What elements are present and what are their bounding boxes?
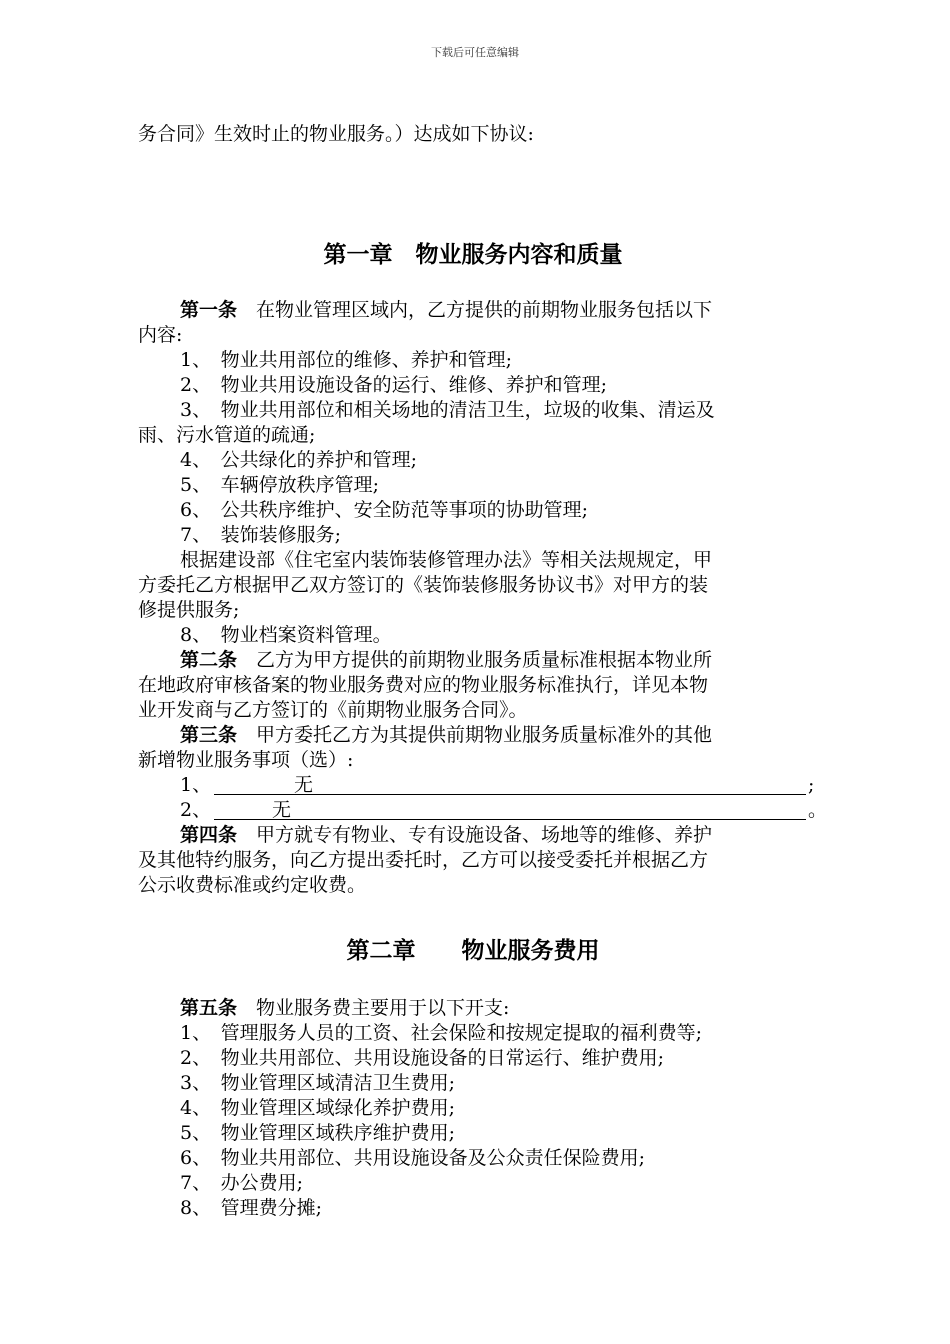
list-item: 1、 管理服务人员的工资、社会保险和按规定提取的福利费等;: [180, 1022, 702, 1044]
option-1-value: 无: [294, 774, 314, 796]
list-item: 4、 物业管理区域绿化养护费用;: [180, 1097, 455, 1119]
list-item: 5、 物业管理区域秩序维护费用;: [180, 1122, 455, 1144]
list-item: 2、 物业共用部位、共用设施设备的日常运行、维护费用;: [180, 1047, 664, 1069]
chapter-2-title: 第二章 物业服务费用: [346, 937, 600, 964]
list-item: 3、 物业管理区域清洁卫生费用;: [180, 1072, 455, 1094]
option-2-number: 2、: [180, 799, 212, 821]
list-item: 7、 装饰装修服务;: [180, 524, 341, 546]
article-1-label: 第一条: [180, 299, 238, 321]
list-item: 8、 管理费分摊;: [180, 1197, 322, 1219]
list-item: 7、 办公费用;: [180, 1172, 303, 1194]
list-item: 8、 物业档案资料管理。: [180, 624, 392, 646]
option-2-end: 。: [808, 799, 828, 821]
option-1-number: 1、: [180, 774, 212, 796]
article-3-label: 第三条: [180, 724, 238, 746]
article-4-label: 第四条: [180, 824, 238, 846]
list-item: 4、 公共绿化的养护和管理;: [180, 449, 417, 471]
option-1-end: ;: [808, 774, 815, 796]
article-5-label: 第五条: [180, 997, 238, 1019]
article-2-line-3: 业开发商与乙方签订的《前期物业服务合同》。: [138, 699, 528, 721]
list-item: 5、 车辆停放秩序管理;: [180, 474, 379, 496]
list-item: 2、 物业共用设施设备的运行、维修、养护和管理;: [180, 374, 607, 396]
article-1: [180, 298, 712, 322]
option-2-blank-line: [214, 799, 806, 820]
page-header: 下载后可任意编辑: [431, 46, 519, 59]
article-1-text: 在物业管理区域内，乙方提供的前期物业服务包括以下: [237, 299, 713, 321]
article-3-text: 甲方委托乙方为其提供前期物业服务质量标准外的其他: [237, 724, 713, 746]
list-item: 方委托乙方根据甲乙双方签订的《装饰装修服务协议书》对甲方的装: [138, 574, 709, 596]
chapter-1-title: 第一章 物业服务内容和质量: [323, 241, 623, 268]
option-2-value: 无: [272, 799, 292, 821]
article-3: [180, 723, 712, 747]
article-4-text: 甲方就专有物业、专有设施设备、场地等的维修、养护: [237, 824, 713, 846]
article-4-line-3: 公示收费标准或约定收费。: [138, 874, 367, 896]
list-item: 修提供服务;: [138, 599, 240, 621]
article-2-label: 第二条: [180, 649, 238, 671]
article-4-line-2: 及其他特约服务，向乙方提出委托时，乙方可以接受委托并根据乙方: [138, 849, 709, 871]
list-item: 3、 物业共用部位和相关场地的清洁卫生，垃圾的收集、清运及: [180, 399, 715, 421]
article-5-text: 物业服务费主要用于以下开支:: [237, 997, 510, 1019]
article-4: [180, 823, 712, 847]
article-1-line-2: 内容:: [138, 324, 183, 346]
list-item: 1、 物业共用部位的维修、养护和管理;: [180, 349, 512, 371]
article-2: [180, 648, 712, 672]
list-item: 根据建设部《住宅室内装饰装修管理办法》等相关法规规定，甲: [180, 549, 713, 571]
list-item: 6、 物业共用部位、共用设施设备及公众责任保险费用;: [180, 1147, 645, 1169]
article-3-line-2: 新增物业服务事项（选）:: [138, 749, 354, 771]
intro-line: 务合同》生效时止的物业服务。）达成如下协议:: [138, 123, 534, 145]
list-item: 雨、污水管道的疏通;: [138, 424, 316, 446]
article-5: [180, 996, 509, 1020]
list-item: 6、 公共秩序维护、安全防范等事项的协助管理;: [180, 499, 588, 521]
article-2-text: 乙方为甲方提供的前期物业服务质量标准根据本物业所: [237, 649, 713, 671]
article-2-line-2: 在地政府审核备案的物业服务费对应的物业服务标准执行，详见本物: [138, 674, 709, 696]
